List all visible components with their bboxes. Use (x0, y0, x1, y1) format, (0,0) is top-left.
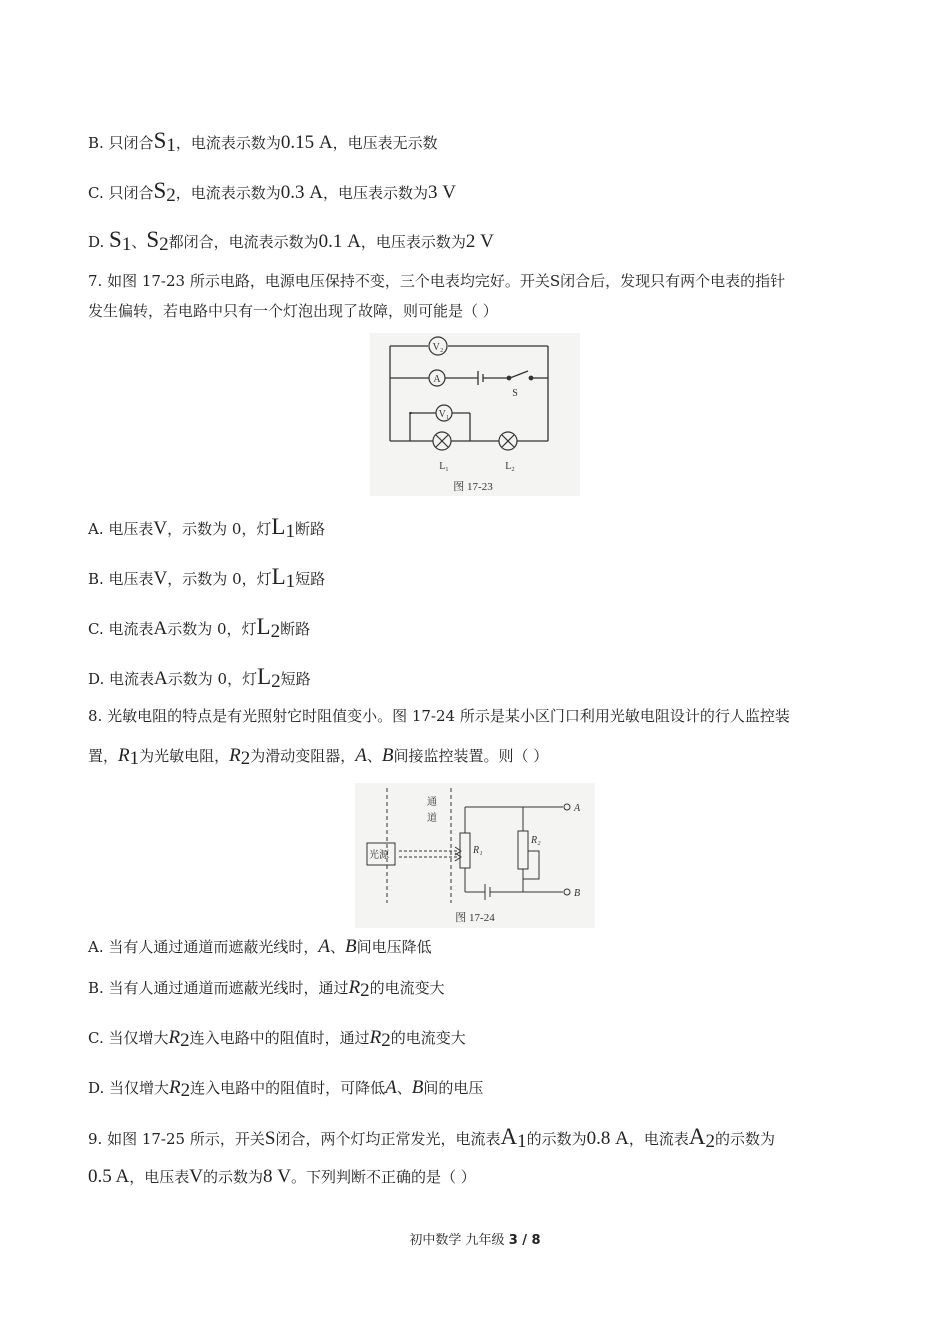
figure-caption-17-23: 图 17-23 (453, 481, 493, 493)
q8-option-c: C. 当仅增大$R_2$连入电路中的阻值时，通过$R_2$的电流变大 (88, 1027, 466, 1051)
r2-rheostat (518, 831, 528, 869)
r1-resistor (460, 833, 470, 868)
q8-stem-line1: 8. 光敏电阻的特点是有光照射它时阻值变小。图 17-24 所示是某小区门口利用光敏电阻设计的行人监控装 (88, 707, 790, 725)
label-channel-2: 道 (427, 813, 437, 824)
footer-text: 初中数学 九年级 (409, 1233, 509, 1248)
label-light-source: 光源 (369, 850, 389, 861)
q7-option-d: D. 电流表A示数为 0，灯$L_2$短路 (88, 664, 311, 692)
q7-option-b: B. 电压表V，示数为 0，灯$L_1$短路 (88, 564, 326, 592)
q7-option-c: C. 电流表A示数为 0，灯$L_2$断路 (88, 614, 311, 642)
terminal-a (564, 804, 570, 810)
q8-option-b: B. 当有人通过通道而遮蔽光线时，通过$R_2$的电流变大 (88, 977, 445, 1001)
q8-option-a: A. 当有人通过通道而遮蔽光线时，A、B间电压降低 (88, 936, 432, 957)
q9-stem-line1: 9. 如图 17-25 所示，开关S闭合，两个灯均正常发光，电流表$A_1$的示数为0.8 A，电流表$A_2$的示数为 (88, 1124, 775, 1152)
circuit-diagram-17-23 (370, 333, 580, 496)
q8-stem-line2: 置，$R_1$为光敏电阻，$R_2$为滑动变阻器，A、B间接监控装置。则（ ） (88, 745, 549, 769)
terminal-b (564, 889, 570, 895)
page-number: 3 / 8 (508, 1233, 541, 1248)
q7-option-a: A. 电压表V，示数为 0，灯$L_1$断路 (88, 514, 325, 542)
label-v2: V₂ (432, 342, 444, 353)
circuit-diagram-17-24 (355, 783, 595, 928)
label-v1: V₁ (438, 409, 450, 420)
page-footer (0, 1229, 950, 1248)
label-a: A (433, 374, 441, 385)
q7-stem-line1: 7. 如图 17-23 所示电路，电源电压保持不变，三个电表均完好。开关S闭合后，发现只有两个电表的指针 (88, 272, 786, 290)
q9-stem-line2: 0.5 A，电压表V的示数为8 V。下列判断不正确的是（ ） (88, 1166, 476, 1187)
label-r2: R₂ (531, 835, 541, 846)
figure-caption-17-24: 图 17-24 (455, 912, 495, 924)
label-l1: L₁ (439, 461, 449, 472)
label-channel-1: 通 (427, 797, 437, 808)
q6-option-d: D. $S_1$、$S_2$都闭合，电流表示数为0.1 A，电压表示数为2 V (88, 227, 494, 255)
figure-17-23 (370, 333, 580, 496)
label-l2: L₂ (505, 461, 515, 472)
figure-17-24 (355, 783, 595, 928)
q8-option-d: D. 当仅增大$R_2$连入电路中的阻值时，可降低A、B间的电压 (88, 1077, 484, 1101)
label-s: S (512, 388, 518, 399)
q6-option-c: C. 只闭合$S_2$，电流表示数为0.3 A，电压表示数为3 V (88, 178, 457, 206)
q7-stem-line2: 发生偏转，若电路中只有一个灯泡出现了故障，则可能是（ ） (88, 302, 498, 320)
label-r1: R₁ (473, 845, 483, 856)
q6-option-b: B. 只闭合$S_1$，电流表示数为0.15 A，电压表无示数 (88, 128, 438, 156)
label-a: A (574, 803, 581, 814)
label-b: B (574, 888, 581, 899)
